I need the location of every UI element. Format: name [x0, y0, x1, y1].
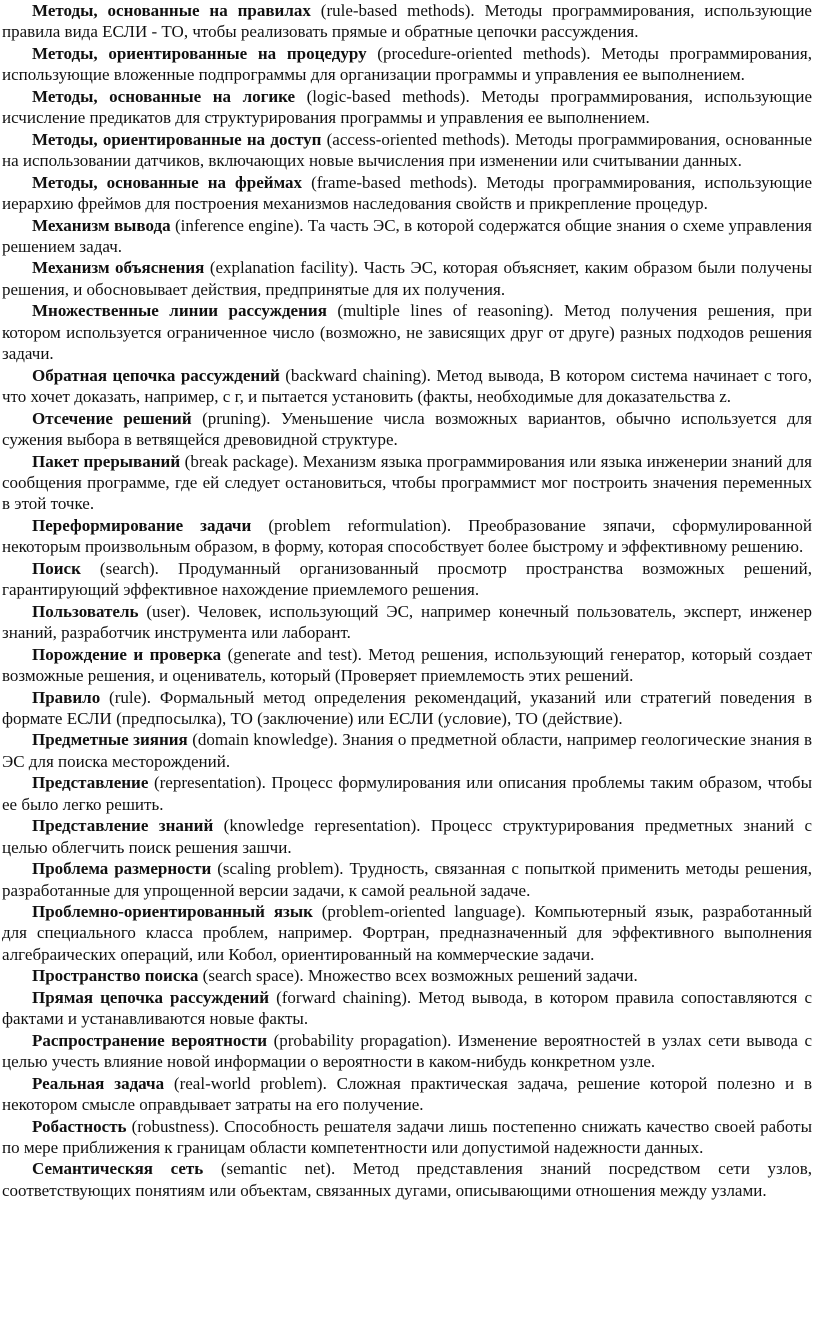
- glossary-term: Представление: [32, 773, 149, 793]
- glossary-term: Пользователь: [32, 601, 139, 621]
- glossary-definition: (procedure-oriented methods). Методы программирования, использующие вложенные подпрограммы для организации программы и управления ее выполнением.: [2, 43, 812, 85]
- glossary-term: Множественные линии рассуждения: [32, 301, 327, 321]
- glossary-entry: [2, 965, 812, 986]
- glossary-entry: [2, 1073, 812, 1116]
- glossary-definition: (problem reformulation). Преобразование зяпачи, сформулированной некоторым произвольным образом, в форму, которая способствует более быстрому и эффективному решению.: [2, 515, 812, 557]
- glossary-term: Порождение и проверка: [32, 644, 222, 664]
- glossary-definition: (forward chaining). Метод вывода, в котором правила сопоставляются с фактами и устанавливаются новые факты.: [2, 987, 812, 1029]
- glossary-definition: (real-world problem). Сложная практическая задача, решение которой полезно и в некотором смысле оправдывает затраты на его получение.: [2, 1073, 812, 1115]
- glossary-entry: [2, 515, 812, 558]
- glossary-term: Механизм объяснения: [32, 258, 205, 278]
- glossary-entry: [2, 558, 812, 601]
- glossary-term: Проблема размерности: [32, 859, 212, 879]
- glossary-definition: (search space). Множество всех возможных решений задачи.: [198, 966, 638, 986]
- glossary-term: Проблемно-ориентированный язык: [32, 902, 313, 922]
- glossary-term: Переформирование задачи: [32, 515, 252, 535]
- glossary-definition: (search). Продуманный организованный просмотр пространства возможных решений, гарантирующий эффективное нахождение приемлемого решения.: [2, 558, 812, 600]
- glossary-term: Методы, ориентированные на процедуру: [32, 43, 367, 63]
- glossary-term: Представление знаний: [32, 816, 214, 836]
- glossary-term: Методы, основанные на правилах: [32, 1, 311, 20]
- glossary-term: Механизм вывода: [32, 215, 171, 235]
- glossary-entry: [2, 257, 812, 300]
- glossary-term: Распространение вероятности: [32, 1030, 268, 1050]
- glossary-term: Обратная цепочка рассуждений: [32, 365, 280, 385]
- glossary-definition: (rule). Формальный метод определения рекомендаций, указаний или стратегий поведения в формате ЕСЛИ (предпосылка), ТО (заключение) или ЕСЛИ (условие), ТО (действие).: [2, 687, 812, 728]
- glossary-definition: (frame-based methods). Методы программирования, использующие иерархию фреймов для построения механизмов наследования свойств и прикрепление процедур.: [2, 172, 812, 214]
- glossary-entry: [2, 1116, 812, 1159]
- glossary-definition: (representation). Процесс формулирования или описания проблемы таким образом, чтобы ее было легко решить.: [2, 773, 812, 814]
- glossary-definition: (problem-oriented language). Компьютерный язык, разработанный для специального класса проблем, например. Фортран, предназначенный для эффективного выполнения алгебраических операций, или Кобол, ориентированный на коммерческие задачи.: [2, 902, 812, 964]
- glossary-term: Пакет прерываний: [32, 451, 181, 471]
- glossary-definition: (explanation facility). Часть ЭС, которая объясняет, каким образом были получены решения, и обосновывает действия, предпринятые для их получения.: [2, 258, 812, 299]
- glossary-entry: [2, 451, 812, 515]
- glossary-definition: (semantic net). Метод представления знаний посредством сети узлов, соответствующих понятиям или объектам, связанных дугами, описывающими отношения между узлами.: [2, 1159, 813, 1200]
- glossary-definition: (logic-based methods). Методы программирования, использующие исчисление предикатов для структурирования программы и управления ее выполнением.: [2, 86, 812, 128]
- glossary-entry: [2, 987, 812, 1030]
- glossary-term: Прямая цепочка рассуждений: [32, 987, 270, 1007]
- glossary-entry: [2, 43, 812, 86]
- glossary-term: Робастность: [32, 1116, 127, 1136]
- glossary-entry: [2, 858, 812, 901]
- glossary-entry: [2, 300, 812, 364]
- glossary-entry: [2, 365, 812, 408]
- glossary-definition: (inference engine). Та часть ЭС, в которой содержатся общие знания о схеме управления решением задач.: [2, 215, 812, 256]
- glossary-definition: (probability propagation). Изменение вероятностей в узлах сети вывода с целью учесть влияние новой информации о вероятности в каком-нибудь конкретном узле.: [2, 1030, 812, 1072]
- glossary-entry: [2, 1030, 812, 1073]
- glossary-definition: (domain knowledge). Знания о предметной области, например геологические знания в ЭС для поиска месторождений.: [2, 730, 812, 771]
- glossary-definition: (robustness). Способность решателя задачи лишь постепенно снижать качество своей работы по мере приближения к границам области компетентности или допустимой надежности данных.: [2, 1116, 812, 1158]
- glossary-entry: [2, 729, 812, 772]
- glossary-definition: (access-oriented methods). Методы программирования, основанные на использовании датчиков, включающих новые вычисления при изменении или считывании данных.: [2, 129, 812, 171]
- glossary-entry: [2, 687, 812, 730]
- glossary-entry: [2, 1158, 812, 1201]
- glossary-term: Предметные зияния: [32, 730, 188, 750]
- glossary-definition: (knowledge representation). Процесс структурирования предметных знаний с целью облегчить поиск решения зашчи.: [2, 816, 813, 857]
- glossary-term: Методы, основанные на логике: [32, 86, 296, 106]
- glossary-entry: [2, 815, 812, 858]
- glossary-definition: (user). Человек, использующий ЭС, например конечный пользователь, эксперт, инженер знаний, разработчик инструмента или лаборант.: [2, 601, 812, 643]
- glossary-entry: [2, 408, 812, 451]
- glossary-term: Правило: [32, 687, 101, 707]
- glossary-term: Семантическяя сеть: [32, 1159, 204, 1179]
- glossary-entry: [2, 644, 812, 687]
- glossary-entry: [2, 0, 812, 43]
- glossary-entry: [2, 772, 812, 815]
- glossary-definition: (scaling problem). Трудность, связанная с попыткой применить методы решения, разработанные для упрощенной версии задачи, к самой реальной задаче.: [2, 859, 812, 900]
- glossary-term: Поиск: [32, 558, 81, 578]
- glossary-definition: (break package). Механизм языка программирования или языка инженерии знаний для сообщения программе, где ей следует остановиться, чтобы программист мог построить значения переменных в этой точке.: [2, 451, 812, 514]
- glossary-term: Методы, ориентированные на доступ: [32, 129, 322, 149]
- glossary-term: Пространство поиска: [32, 966, 199, 986]
- glossary-term: Отсечение решений: [32, 408, 192, 428]
- glossary-definition: (rule-based methods). Методы программирования, использующие правила вида ЕСЛИ - ТО, чтобы реализовать прямые и обратные цепочки рассуждения.: [2, 1, 812, 42]
- glossary-entry: [2, 129, 812, 172]
- glossary-entry: [2, 172, 812, 215]
- glossary-term: Методы, основанные на фреймах: [32, 172, 303, 192]
- glossary-entry: [2, 215, 812, 258]
- glossary-definition: (backward chaining). Метод вывода, В котором система начинает с того, что хочет доказать, например, с г, и пытается установить (факты, необходимые для доказательства z.: [2, 365, 813, 407]
- glossary-entry: [2, 901, 812, 965]
- glossary-definition: (multiple lines of reasoning). Метод получения решения, при котором используется ограниченное число (возможно, не зависящих друг от друге) разных подходов решения задачи.: [2, 301, 812, 364]
- glossary-definition: (generate and test). Метод решения, использующий генератор, который создает возможные решения, и оцениватель, который (Проверяет приемлемость этих решений.: [2, 644, 812, 686]
- glossary-entry: [2, 601, 812, 644]
- glossary-entry: [2, 86, 812, 129]
- glossary-definition: (pruning). Уменьшение числа возможных вариантов, обычно используется для сужения выбора в ветвящейся древовидной структуре.: [2, 408, 812, 450]
- glossary-term: Реальная задача: [32, 1073, 165, 1093]
